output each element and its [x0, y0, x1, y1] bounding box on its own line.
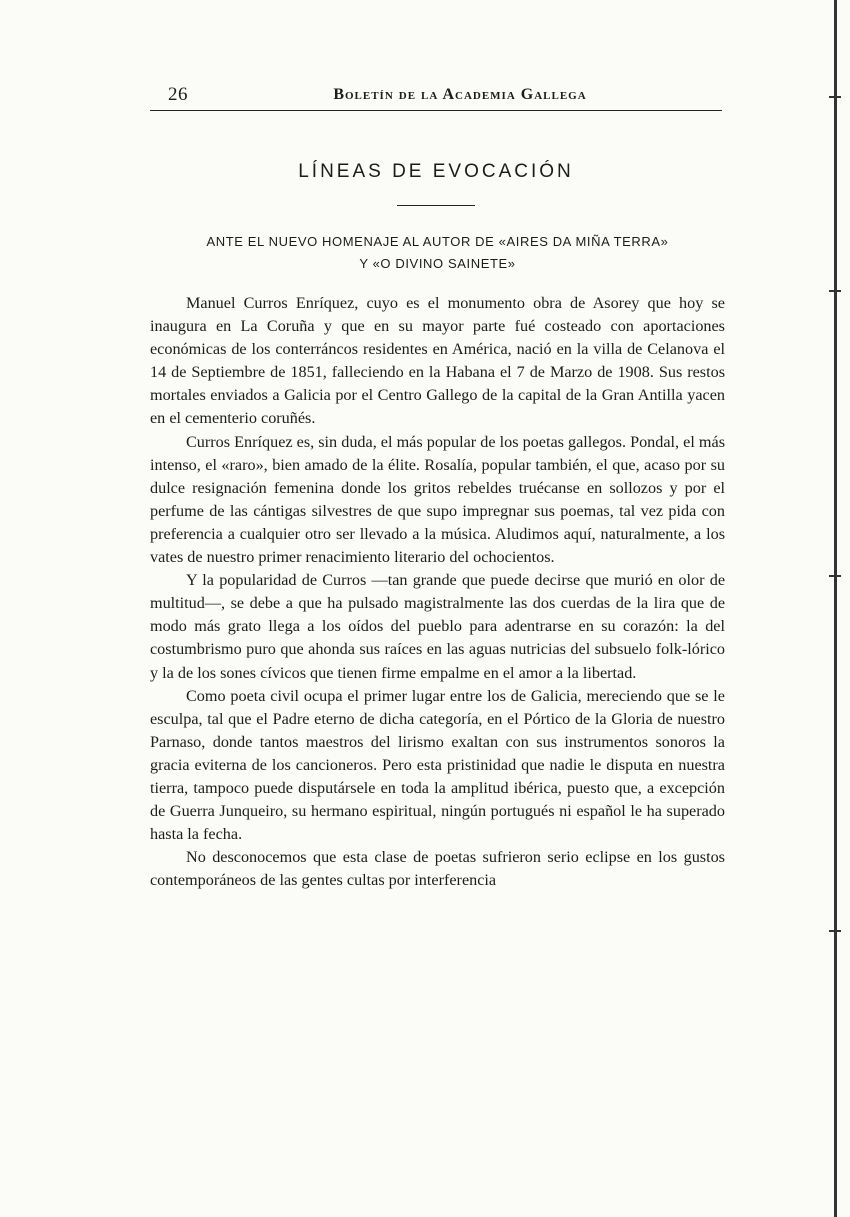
paragraph-4: Como poeta civil ocupa el primer lugar entre los de Galicia, mereciendo que se le esculpa, tal que el Padre eterno de dicha categoría, en el Pórtico de la Gloria de nuestro Parnaso, donde tantos maestros del lirismo exaltan con sus instrumentos sonoros la gracia eviterna de los cancioneros. Pero esta pristinidad que nadie le disputa en nuestra tierra, tampoco puede disputársele en toda la amplitud ibérica, puesto que, a excepción de Guerra Junqueiro, su hermano espiritual, ningún portugués ni español le ha superado hasta la fecha. [150, 686, 725, 844]
header-rule [150, 110, 722, 111]
paragraph-5: No desconocemos que esta clase de poetas sufrieron serio eclipse en los gustos contemporáneos de las gentes cultas por interferencia [150, 848, 725, 890]
paragraph-3: Y la popularidad de Curros —tan grande que puede decirse que murió en olor de multitud—, se debe a que ha pulsado magistralmente las dos cuerdas de la lira que de modo más grato llega a los oídos del pueblo para adentrarse en su corazón: la del costumbrismo puro que ahonda sus raíces en las aguas nutricias del subsuelo folk-lórico y la de los sones cívicos que tienen firme empalme en el amor a la libertad. [150, 571, 725, 682]
scan-binding-edge [834, 0, 837, 1217]
binding-mark [829, 575, 841, 577]
subtitle-line-2: Y «O DIVINO SAINETE» [359, 256, 516, 271]
running-header: Boletín de la Academia Gallega [333, 86, 587, 103]
article-body [150, 292, 725, 892]
paragraph-2: Curros Enríquez es, sin duda, el más popular de los poetas gallegos. Pondal, el más intenso, el «raro», bien amado de la élite. Rosalía, popular también, el que, acaso por su dulce resignación femenina donde los gritos rebeldes truécanse en sollozos y por el perfume de las cántigas silvestres de que supo impregnar sus poemas, tal vez pida con preferencia a cualquier otro ser llevado a la música. Aludimos aquí, naturalmente, a los vates de nuestro primer renacimiento literario del ochocientos. [150, 432, 725, 567]
binding-mark [829, 290, 841, 292]
article-title: LÍNEAS DE EVOCACIÓN [298, 161, 574, 182]
paragraph-1: Manuel Curros Enríquez, cuyo es el monumento obra de Asorey que hoy se inaugura en La Coruña y que en su mayor parte fué costeado con aportaciones económicas de los conterráncos residentes en América, nació en la villa de Celanova el 14 de Septiembre de 1851, falleciendo en la Habana el 7 de Marzo de 1908. Sus restos mortales enviados a Galicia por el Centro Gallego de la capital de la Gran Antilla yacen en el cementerio coruñés. [150, 294, 725, 428]
binding-mark [829, 96, 841, 98]
subtitle-line-1: ANTE EL NUEVO HOMENAJE AL AUTOR DE «AIRES DA MIÑA TERRA» [206, 234, 669, 249]
title-rule [397, 205, 475, 206]
page-number: 26 [168, 84, 188, 105]
binding-mark [829, 930, 841, 932]
article-subtitle [150, 231, 725, 275]
